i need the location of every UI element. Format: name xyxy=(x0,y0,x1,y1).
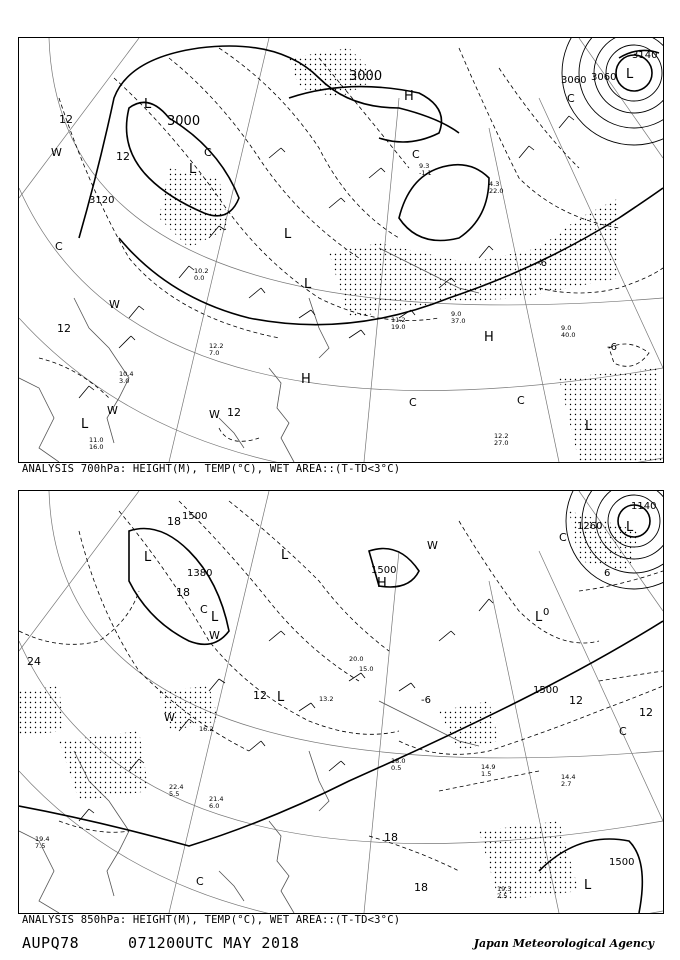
pressure-center: L xyxy=(81,417,89,432)
svg-text:14.9: 14.9 xyxy=(481,763,496,771)
svg-text:9.3: 9.3 xyxy=(419,162,430,170)
coastline xyxy=(19,701,479,913)
temp-label: 18 xyxy=(176,586,190,599)
cold-mark: C xyxy=(567,92,575,105)
svg-text:16.2: 16.2 xyxy=(199,725,214,733)
temp-label: 0 xyxy=(543,607,550,618)
warm-mark: W xyxy=(209,408,220,421)
pressure-center: H xyxy=(484,330,494,345)
caption-850hpa: ANALYSIS 850hPa: HEIGHT(M), TEMP(°C), WET AREA::(T-TD<3°C) xyxy=(22,914,401,926)
warm-mark: W xyxy=(109,298,120,311)
svg-text:21.4: 21.4 xyxy=(209,795,224,803)
cold-mark: C xyxy=(559,531,567,544)
svg-text:-1.1: -1.1 xyxy=(419,169,432,177)
height-label: 1500 xyxy=(371,565,397,576)
pressure-center: L xyxy=(144,550,152,565)
caption-700hpa: ANALYSIS 700hPa: HEIGHT(M), TEMP(°C), WET AREA::(T-TD<3°C) xyxy=(22,463,401,475)
svg-text:9.0: 9.0 xyxy=(561,324,572,332)
temp-label: -6 xyxy=(421,695,431,706)
svg-text:22.4: 22.4 xyxy=(169,783,184,791)
map-850hpa-svg xyxy=(19,491,663,913)
svg-text:7.0: 7.0 xyxy=(209,349,220,357)
svg-text:6.0: 6.0 xyxy=(209,802,220,810)
svg-text:13.2: 13.2 xyxy=(319,695,334,703)
temp-label: 12 xyxy=(59,113,73,126)
pressure-center: L xyxy=(281,548,289,563)
temp-label: 12 xyxy=(227,406,241,419)
map-panel-700hpa xyxy=(18,37,664,463)
svg-text:0.0: 0.0 xyxy=(194,274,205,282)
pressure-center: L xyxy=(189,162,197,177)
cold-mark: C xyxy=(55,240,63,253)
svg-text:16.0: 16.0 xyxy=(89,443,104,451)
pressure-center: L xyxy=(626,67,634,82)
pressure-center: L xyxy=(211,610,219,625)
cold-mark: C xyxy=(196,875,204,888)
svg-text:40.0: 40.0 xyxy=(561,331,576,339)
svg-text:37.0: 37.0 xyxy=(451,317,466,325)
pressure-center: L xyxy=(535,610,543,625)
warm-mark: W xyxy=(107,404,118,417)
height-label: 3060 xyxy=(561,75,587,86)
cold-mark: C xyxy=(200,603,208,616)
pressure-center: L xyxy=(584,878,592,893)
svg-text:20.0: 20.0 xyxy=(349,655,364,663)
height-label: 3060 xyxy=(591,72,617,83)
product-id: AUPQ78 xyxy=(22,934,80,952)
cold-mark: C xyxy=(517,394,525,407)
height-label: 1260 xyxy=(577,521,603,532)
svg-text:22.0: 22.0 xyxy=(489,187,504,195)
temp-label: 18 xyxy=(167,515,181,528)
svg-text:11.0: 11.0 xyxy=(89,436,104,444)
svg-text:12.2: 12.2 xyxy=(494,432,509,440)
cold-mark: C xyxy=(412,148,420,161)
temp-label: 18 xyxy=(414,881,428,894)
pressure-center: H xyxy=(301,372,311,387)
temp-label: 12 xyxy=(57,322,71,335)
height-label: 1500 xyxy=(609,857,635,868)
svg-text:7.5: 7.5 xyxy=(35,842,46,850)
pressure-center: L xyxy=(585,419,593,434)
cold-mark: C xyxy=(409,396,417,409)
temp-label: 12 xyxy=(569,694,583,707)
warm-mark: W xyxy=(51,146,62,159)
pressure-center: L xyxy=(284,227,292,242)
temp-label: 12 xyxy=(116,150,130,163)
temp-label: 12 xyxy=(639,706,653,719)
pressure-center: L xyxy=(626,520,634,535)
height-label: 3120 xyxy=(89,195,115,206)
height-label: 3140 xyxy=(632,50,658,61)
pressure-center: L xyxy=(144,97,152,112)
map-panel-850hpa xyxy=(18,490,664,914)
svg-text:3.0: 3.0 xyxy=(119,377,130,385)
agency-name: Japan Meteorological Agency xyxy=(473,937,654,950)
cold-mark: C xyxy=(204,146,212,159)
svg-text:14.4: 14.4 xyxy=(561,773,576,781)
svg-text:19.4: 19.4 xyxy=(35,835,50,843)
height-label: 1500 xyxy=(182,511,208,522)
svg-text:2.7: 2.7 xyxy=(561,780,572,788)
svg-text:10.4: 10.4 xyxy=(119,370,134,378)
svg-text:5.5: 5.5 xyxy=(169,790,180,798)
warm-mark: W xyxy=(209,629,220,642)
pressure-center: H xyxy=(404,89,414,104)
temp-label: -6 xyxy=(607,342,617,353)
wet-area xyxy=(19,511,639,901)
temp-label: 24 xyxy=(27,655,41,668)
temp-label: -6 xyxy=(537,258,547,269)
pressure-center: L xyxy=(277,690,285,705)
svg-text:4.3: 4.3 xyxy=(489,180,500,188)
svg-text:18.0: 18.0 xyxy=(391,757,406,765)
height-label: 3000 xyxy=(167,114,201,129)
pressure-center: L xyxy=(304,277,312,292)
temp-label: 6 xyxy=(604,568,611,579)
height-label: 1380 xyxy=(187,568,213,579)
svg-text:9.0: 9.0 xyxy=(451,310,462,318)
warm-mark: W xyxy=(427,539,438,552)
svg-text:27.0: 27.0 xyxy=(494,439,509,447)
svg-text:15.0: 15.0 xyxy=(359,665,374,673)
svg-text:19.0: 19.0 xyxy=(391,323,406,331)
height-label: 1500 xyxy=(533,685,559,696)
height-label: 3000 xyxy=(349,69,383,84)
temp-label: 12 xyxy=(253,689,267,702)
svg-text:11.2: 11.2 xyxy=(391,316,406,324)
valid-time: 071200UTC MAY 2018 xyxy=(128,934,300,952)
isotherms xyxy=(19,501,663,871)
svg-text:19.3: 19.3 xyxy=(497,885,512,893)
map-700hpa-svg xyxy=(19,38,663,462)
warm-mark: W xyxy=(164,711,175,724)
pressure-center: H xyxy=(377,576,387,591)
svg-text:10.2: 10.2 xyxy=(194,267,209,275)
svg-text:0.5: 0.5 xyxy=(391,764,402,772)
svg-text:12.2: 12.2 xyxy=(209,342,224,350)
svg-text:1.5: 1.5 xyxy=(481,770,492,778)
height-label: 1140 xyxy=(631,501,657,512)
cold-mark: C xyxy=(619,725,627,738)
svg-text:2.5: 2.5 xyxy=(497,892,508,900)
temp-label: 18 xyxy=(384,831,398,844)
